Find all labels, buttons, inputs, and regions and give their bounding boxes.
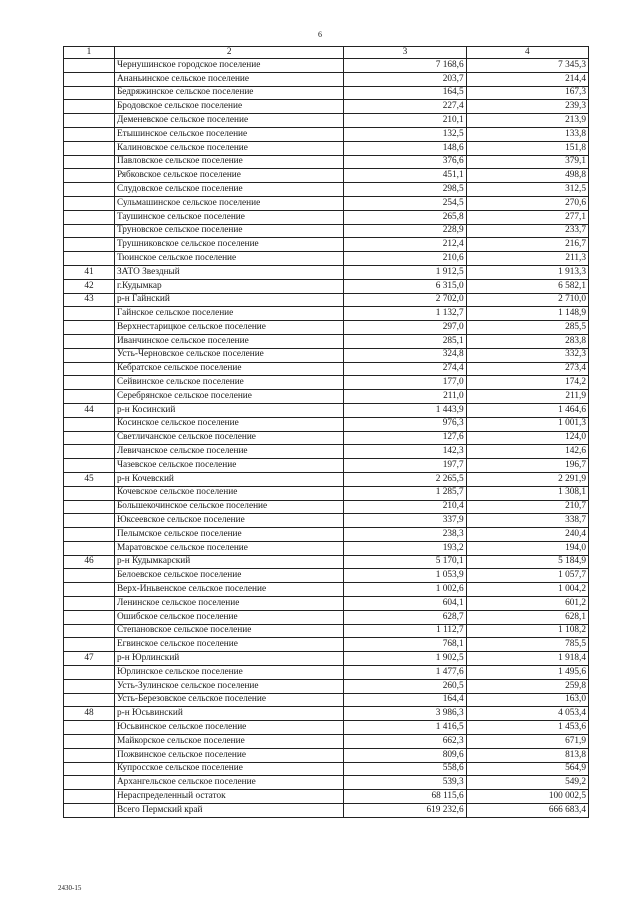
document-code: 2430-15 [58,884,82,892]
row-number: 44 [64,403,115,417]
row-number [64,238,115,252]
row-number [64,307,115,321]
row-name: Купросское сельское поселение [114,762,343,776]
row-value-col4: 151,8 [466,141,588,155]
row-value-col4: 549,2 [466,776,588,790]
row-value-col3: 5 170,1 [344,555,466,569]
row-number [64,376,115,390]
row-number [64,431,115,445]
row-value-col4: 210,7 [466,500,588,514]
table-row [64,597,589,611]
row-value-col4: 1 495,6 [466,666,588,680]
row-value-col4: 2 291,9 [466,472,588,486]
row-name: Рябковское сельское поселение [114,169,343,183]
row-value-col4: 332,3 [466,348,588,362]
row-name: Всего Пермский край [114,804,343,818]
row-number: 46 [64,555,115,569]
header-col-4: 4 [466,47,588,59]
table-row [64,679,589,693]
row-name: р-н Юсьвинский [114,707,343,721]
row-value-col4: 196,7 [466,459,588,473]
table-row [64,624,589,638]
row-value-col3: 211,0 [344,390,466,404]
row-value-col3: 1 902,5 [344,652,466,666]
row-number [64,679,115,693]
table-row [64,183,589,197]
row-value-col4: 277,1 [466,210,588,224]
table-row [64,500,589,514]
row-value-col4: 1 913,3 [466,265,588,279]
row-name: Гайнское сельское поселение [114,307,343,321]
row-value-col3: 337,9 [344,514,466,528]
row-name: Сейвинское сельское поселение [114,376,343,390]
row-name: Маратовское сельское поселение [114,541,343,555]
row-name: Кебратское сельское поселение [114,362,343,376]
row-name: Юксеевское сельское поселение [114,514,343,528]
row-number [64,224,115,238]
row-number [64,541,115,555]
row-value-col4: 6 582,1 [466,279,588,293]
table-row [64,762,589,776]
header-col-1: 1 [64,47,115,59]
row-number [64,169,115,183]
row-value-col3: 809,6 [344,748,466,762]
row-name: Усть-Березовское сельское поселение [114,693,343,707]
row-number [64,127,115,141]
row-value-col4: 194,0 [466,541,588,555]
row-number [64,59,115,73]
table-row [64,583,589,597]
table-row [64,693,589,707]
row-value-col4: 240,4 [466,528,588,542]
row-value-col4: 213,9 [466,114,588,128]
row-number: 42 [64,279,115,293]
row-value-col4: 671,9 [466,735,588,749]
table-row [64,376,589,390]
table-row [64,486,589,500]
row-value-col4: 1 108,2 [466,624,588,638]
row-name: ЗАТО Звездный [114,265,343,279]
row-number [64,721,115,735]
row-value-col4: 1 453,6 [466,721,588,735]
table-row [64,431,589,445]
table-row [64,804,589,818]
row-number [64,569,115,583]
row-value-col4: 211,3 [466,252,588,266]
table-row [64,403,589,417]
row-value-col3: 539,3 [344,776,466,790]
table-row [64,141,589,155]
row-value-col3: 285,1 [344,334,466,348]
table-row [64,748,589,762]
row-name: Егвинское сельское поселение [114,638,343,652]
row-number: 48 [64,707,115,721]
row-number [64,610,115,624]
row-value-col4: 283,8 [466,334,588,348]
table-row [64,652,589,666]
row-number [64,776,115,790]
row-number [64,72,115,86]
row-value-col4: 1 004,2 [466,583,588,597]
row-value-col3: 238,3 [344,528,466,542]
row-value-col4: 273,4 [466,362,588,376]
row-value-col3: 142,3 [344,445,466,459]
row-value-col4: 564,9 [466,762,588,776]
row-value-col4: 211,9 [466,390,588,404]
row-value-col3: 132,5 [344,127,466,141]
row-number [64,252,115,266]
row-value-col3: 1 053,9 [344,569,466,583]
row-value-col3: 1 477,6 [344,666,466,680]
row-name: Белоевское сельское поселение [114,569,343,583]
row-name: Чазевское сельское поселение [114,459,343,473]
row-name: р-н Кочевский [114,472,343,486]
row-number [64,114,115,128]
row-name: Етышинское сельское поселение [114,127,343,141]
row-number [64,597,115,611]
table-row [64,252,589,266]
budget-table [63,46,589,818]
row-value-col4: 285,5 [466,321,588,335]
table-row [64,417,589,431]
row-value-col3: 604,1 [344,597,466,611]
table-row [64,569,589,583]
page-number: 6 [318,30,322,39]
row-name: р-н Гайнский [114,293,343,307]
row-name: Трушниковское сельское поселение [114,238,343,252]
table-row [64,155,589,169]
row-value-col4: 785,5 [466,638,588,652]
row-name: Пелымское сельское поселение [114,528,343,542]
table-row [64,666,589,680]
row-value-col3: 2 265,5 [344,472,466,486]
row-number [64,459,115,473]
row-name: Степановское сельское поселение [114,624,343,638]
row-number [64,141,115,155]
table-row [64,114,589,128]
row-name: Усть-Черновское сельское поселение [114,348,343,362]
row-value-col3: 7 168,6 [344,59,466,73]
table-row [64,210,589,224]
row-name: Нераспределенный остаток [114,790,343,804]
row-number [64,183,115,197]
row-number [64,362,115,376]
row-number [64,155,115,169]
row-value-col3: 193,2 [344,541,466,555]
table-row [64,735,589,749]
table-row [64,238,589,252]
table-row [64,721,589,735]
row-value-col4: 498,8 [466,169,588,183]
row-name: Ананьинское сельское поселение [114,72,343,86]
row-value-col4: 174,2 [466,376,588,390]
row-name: Павловское сельское поселение [114,155,343,169]
row-value-col3: 274,4 [344,362,466,376]
row-name: Майкорское сельское поселение [114,735,343,749]
row-value-col4: 2 710,0 [466,293,588,307]
row-name: Юсьвинское сельское поселение [114,721,343,735]
row-value-col4: 628,1 [466,610,588,624]
table-row [64,321,589,335]
row-value-col4: 239,3 [466,100,588,114]
table-row [64,638,589,652]
row-number: 43 [64,293,115,307]
row-value-col3: 1 416,5 [344,721,466,735]
row-number [64,624,115,638]
row-name: Ленинское сельское поселение [114,597,343,611]
row-number [64,528,115,542]
row-value-col3: 210,4 [344,500,466,514]
row-value-col3: 6 315,0 [344,279,466,293]
row-value-col3: 376,6 [344,155,466,169]
table-row [64,293,589,307]
row-value-col4: 1 308,1 [466,486,588,500]
row-value-col3: 3 986,3 [344,707,466,721]
header-col-2: 2 [114,47,343,59]
table-body [64,47,589,818]
table-row [64,127,589,141]
table-header-row [64,47,589,59]
row-number [64,748,115,762]
row-name: Бродовское сельское поселение [114,100,343,114]
row-number [64,86,115,100]
row-name: р-н Юрлинский [114,652,343,666]
table-row [64,472,589,486]
table-row [64,555,589,569]
row-name: Архангельское сельское поселение [114,776,343,790]
table-row [64,610,589,624]
row-value-col4: 1 057,7 [466,569,588,583]
table-row [64,362,589,376]
table-row [64,59,589,73]
row-value-col4: 601,2 [466,597,588,611]
row-value-col3: 210,1 [344,114,466,128]
row-value-col4: 4 053,4 [466,707,588,721]
row-value-col4: 1 918,4 [466,652,588,666]
table-row [64,86,589,100]
row-name: Иванчинское сельское поселение [114,334,343,348]
row-number [64,321,115,335]
row-value-col3: 298,5 [344,183,466,197]
table-row [64,790,589,804]
row-value-col4: 133,8 [466,127,588,141]
row-value-col3: 148,6 [344,141,466,155]
row-value-col3: 628,7 [344,610,466,624]
row-value-col3: 2 702,0 [344,293,466,307]
row-number: 47 [64,652,115,666]
table-row [64,307,589,321]
row-name: Чернушинское городское поселение [114,59,343,73]
row-value-col4: 7 345,3 [466,59,588,73]
table-row [64,196,589,210]
row-name: р-н Косинский [114,403,343,417]
row-value-col3: 254,5 [344,196,466,210]
row-name: Слудовское сельское поселение [114,183,343,197]
row-number [64,500,115,514]
row-value-col3: 662,3 [344,735,466,749]
row-value-col4: 5 184,9 [466,555,588,569]
row-number [64,445,115,459]
row-value-col3: 265,8 [344,210,466,224]
table-row [64,334,589,348]
row-value-col3: 212,4 [344,238,466,252]
row-value-col4: 214,4 [466,72,588,86]
row-value-col3: 619 232,6 [344,804,466,818]
row-name: Таушинское сельское поселение [114,210,343,224]
row-value-col3: 1 002,6 [344,583,466,597]
row-number [64,196,115,210]
table-row [64,459,589,473]
row-number [64,638,115,652]
row-number [64,804,115,818]
row-number [64,693,115,707]
row-number [64,762,115,776]
row-number [64,790,115,804]
table-row [64,72,589,86]
row-name: Верх-Иньвенское сельское поселение [114,583,343,597]
row-number: 41 [64,265,115,279]
table-row [64,390,589,404]
row-value-col4: 233,7 [466,224,588,238]
row-name: Бедряжинское сельское поселение [114,86,343,100]
row-value-col4: 259,8 [466,679,588,693]
row-value-col3: 260,5 [344,679,466,693]
row-name: Сульмашинское сельское поселение [114,196,343,210]
row-name: р-н Кудымкарский [114,555,343,569]
row-value-col4: 163,0 [466,693,588,707]
row-number [64,417,115,431]
row-name: Светличанское сельское поселение [114,431,343,445]
row-value-col3: 1 285,7 [344,486,466,500]
row-value-col4: 270,6 [466,196,588,210]
row-value-col3: 1 912,5 [344,265,466,279]
row-name: Деменевское сельское поселение [114,114,343,128]
row-number [64,390,115,404]
row-value-col4: 1 148,9 [466,307,588,321]
row-value-col3: 68 115,6 [344,790,466,804]
row-name: Косинское сельское поселение [114,417,343,431]
row-name: Усть-Зулинское сельское поселение [114,679,343,693]
row-name: Труновское сельское поселение [114,224,343,238]
row-value-col4: 1 464,6 [466,403,588,417]
row-name: г.Кудымкар [114,279,343,293]
table-row [64,100,589,114]
row-name: Ошибское сельское поселение [114,610,343,624]
row-value-col4: 338,7 [466,514,588,528]
row-name: Кочевское сельское поселение [114,486,343,500]
row-value-col4: 312,5 [466,183,588,197]
row-value-col3: 177,0 [344,376,466,390]
row-name: Юрлинское сельское поселение [114,666,343,680]
table-row [64,224,589,238]
row-value-col3: 197,7 [344,459,466,473]
row-value-col4: 216,7 [466,238,588,252]
row-value-col3: 164,5 [344,86,466,100]
row-number [64,486,115,500]
row-number [64,514,115,528]
row-name: Пожвинское сельское поселение [114,748,343,762]
row-number [64,348,115,362]
row-name: Верхнестарицкое сельское поселение [114,321,343,335]
row-value-col4: 1 001,3 [466,417,588,431]
row-number [64,666,115,680]
row-value-col4: 666 683,4 [466,804,588,818]
row-name: Большекочинское сельское поселение [114,500,343,514]
row-value-col3: 1 132,7 [344,307,466,321]
table-row [64,707,589,721]
row-number [64,100,115,114]
table-row [64,348,589,362]
row-value-col4: 167,3 [466,86,588,100]
row-value-col3: 451,1 [344,169,466,183]
row-value-col3: 558,6 [344,762,466,776]
row-value-col3: 164,4 [344,693,466,707]
table-row [64,528,589,542]
table-row [64,514,589,528]
row-value-col4: 813,8 [466,748,588,762]
row-number: 45 [64,472,115,486]
row-number [64,334,115,348]
row-value-col3: 1 112,7 [344,624,466,638]
row-name: Левичанское сельское поселение [114,445,343,459]
row-value-col3: 297,0 [344,321,466,335]
table-row [64,169,589,183]
table-row [64,541,589,555]
row-value-col3: 1 443,9 [344,403,466,417]
row-value-col3: 210,6 [344,252,466,266]
table-row [64,279,589,293]
row-value-col3: 127,6 [344,431,466,445]
row-name: Серебрянское сельское поселение [114,390,343,404]
row-name: Тюинское сельское поселение [114,252,343,266]
row-number [64,210,115,224]
row-value-col4: 379,1 [466,155,588,169]
header-col-3: 3 [344,47,466,59]
row-name: Калиновское сельское поселение [114,141,343,155]
row-value-col3: 227,4 [344,100,466,114]
row-number [64,735,115,749]
row-value-col4: 142,6 [466,445,588,459]
row-value-col3: 976,3 [344,417,466,431]
table-row [64,265,589,279]
table-row [64,776,589,790]
row-value-col3: 324,8 [344,348,466,362]
table-row [64,445,589,459]
row-value-col4: 124,0 [466,431,588,445]
row-value-col3: 203,7 [344,72,466,86]
row-value-col4: 100 002,5 [466,790,588,804]
row-number [64,583,115,597]
row-value-col3: 768,1 [344,638,466,652]
row-value-col3: 228,9 [344,224,466,238]
